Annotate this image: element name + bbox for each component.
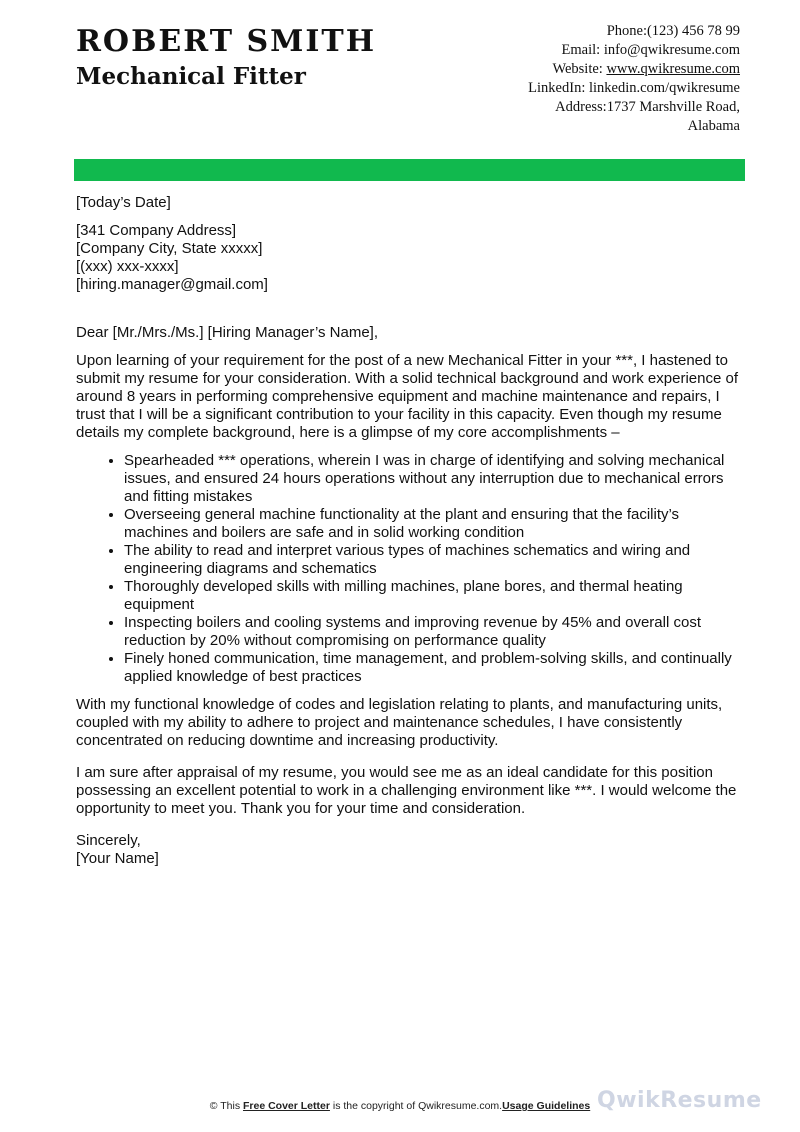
- usage-guidelines-link[interactable]: Usage Guidelines: [502, 1100, 591, 1112]
- website-label: Website:: [552, 61, 607, 77]
- intro-paragraph: Upon learning of your requirement for the post of a new Mechanical Fitter in your ***, I hastened to submit my resume for your consideration. With a solid technical background and work experience of around 8 years in performing comprehensive equipment and machine maintenance and repairs, I trust that I will be a significant contribution to your facility in this capacity. Even though my resume details my complete background, here is a glimpse of my core accomplishments –: [76, 352, 738, 441]
- contact-website: [440, 60, 740, 79]
- contact-phone: Phone:(123) 456 78 99: [606, 23, 740, 39]
- footer-prefix: © This: [209, 1100, 243, 1112]
- recipient-line: [Company City, State xxxxx]: [76, 240, 263, 257]
- letter-date: [Today’s Date]: [76, 194, 171, 211]
- header-divider-bar: [74, 159, 745, 181]
- contact-linkedin: LinkedIn: linkedin.com/qwikresume: [528, 80, 740, 96]
- list-item: • Spearheaded *** operations, wherein I was in charge of identifying and solving mechanical issues, and ensured 24 hours operations without any interruption due to mechanical errors and fitting mistakes: [124, 452, 738, 506]
- copyright-footer: [0, 1100, 800, 1112]
- free-cover-letter-link[interactable]: Free Cover Letter: [242, 1100, 330, 1112]
- accomplishments-list: [76, 452, 738, 686]
- list-item: • The ability to read and interpret various types of machines schematics and wiring and engineering diagrams and schematics: [124, 542, 738, 578]
- body-paragraph-3: I am sure after appraisal of my resume, you would see me as an ideal candidate for this position possessing an excellent potential to work in a challenging environment like ***. I would welcome the opportunity to meet you. Thank you for your time and consideration.: [76, 764, 737, 817]
- applicant-name: ROBERT SMITH: [76, 24, 377, 59]
- job-title: Mechanical Fitter: [76, 63, 306, 90]
- signature-name: [Your Name]: [76, 850, 159, 867]
- recipient-line: [341 Company Address]: [76, 222, 237, 239]
- list-item: • Overseeing general machine functionality at the plant and ensuring that the facility’s machines and boilers are safe and in solid working condition: [124, 506, 738, 542]
- footer-middle: is the copyright of Qwikresume.com.: [329, 1100, 503, 1112]
- contact-address-line2: Alabama: [687, 118, 740, 134]
- contact-email: Email: info@qwikresume.com: [561, 42, 740, 58]
- list-item: • Inspecting boilers and cooling systems and improving revenue by 45% and overall cost reduction by 20% without compromising on performance quality: [124, 614, 738, 650]
- salutation: Dear [Mr./Mrs./Ms.] [Hiring Manager’s Name],: [76, 324, 379, 341]
- recipient-line: [(xxx) xxx-xxxx]: [76, 258, 179, 275]
- list-item: • Finely honed communication, time management, and problem-solving skills, and continually applied knowledge of best practices: [124, 650, 738, 686]
- list-item: • Thoroughly developed skills with milling machines, plane bores, and thermal heating equipment: [124, 578, 738, 614]
- contact-block: [440, 22, 740, 136]
- body-paragraph-2: With my functional knowledge of codes and legislation relating to plants, and manufacturing units, coupled with my ability to adhere to project and maintenance schedules, I have consistently concentrated on reducing downtime and increasing productivity.: [76, 696, 723, 749]
- contact-address-line1: Address:1737 Marshville Road,: [555, 99, 740, 115]
- closing: Sincerely,: [76, 832, 141, 849]
- website-link[interactable]: www.qwikresume.com: [606, 61, 740, 77]
- qwikresume-logo-watermark: QwikResume: [597, 1088, 762, 1113]
- recipient-block: [76, 222, 738, 294]
- recipient-line: [hiring.manager@gmail.com]: [76, 276, 268, 293]
- letter-body: [76, 194, 738, 868]
